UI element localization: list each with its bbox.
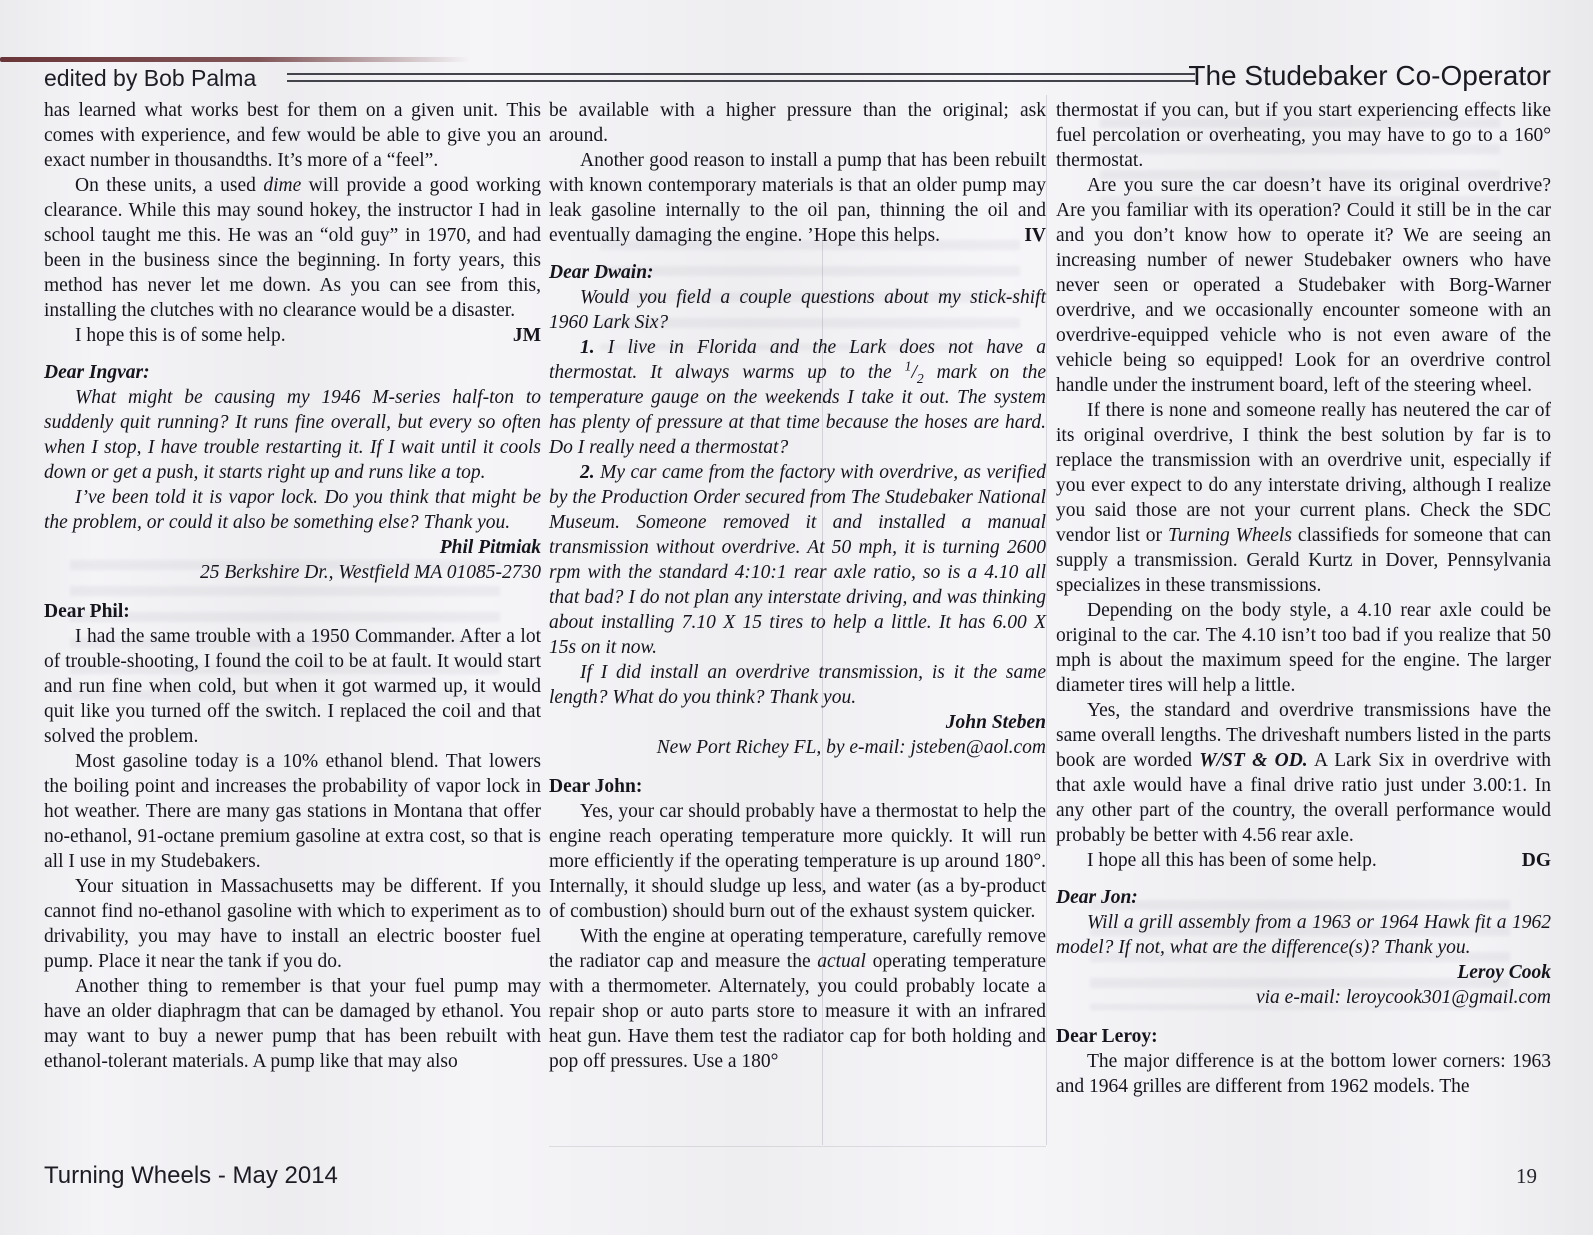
salutation-heading: Dear Dwain: <box>549 262 654 283</box>
body-paragraph: has learned what works best for them on a given unit. This comes with experience, and few would be able to give you an exact number in thousandths. It’s more of a “feel”. <box>44 100 541 171</box>
page-title: The Studebaker Co-Operator <box>1188 60 1551 91</box>
letter-paragraph: What might be causing my 1946 M-series half-ton to suddenly quit running? It runs fine overall, but every so often when I stop, I have trouble restarting it. If I wait until it cools down or get a push, it starts right up and runs like a top. <box>44 387 541 483</box>
signature-address: via e-mail: leroycook301@gmail.com <box>1255 987 1551 1008</box>
salutation-heading: Dear Leroy: <box>1056 1026 1158 1047</box>
body-paragraph: I had the same trouble with a 1950 Commander. After a lot of trouble-shooting, I found the coil to be at fault. It would start and run fine when cold, but when it got warmed up, it would quit like you turned off the switch. I replaced the coil and that solved the problem. <box>44 626 541 747</box>
bleed-through-line <box>549 1146 1046 1147</box>
letter-paragraph: I’ve been told it is vapor lock. Do you think that might be the problem, or could it also be something else? Thank you. <box>44 487 541 533</box>
body-paragraph: Are you sure the car doesn’t have its original overdrive? Are you familiar with its operation? Could it still be in the car and you don’t know how to operate it? We are seeing an increasing number of newer Studebaker owners who have never seen or operated a Studebaker with Borg-Warner overdrive, and we occasionally encounter someone with an overdrive-equipped vehicle who is not even aware of the vehicle being so equipped! Look for an overdrive control handle under the instrument board, left of the steering wheel. <box>1056 175 1551 396</box>
issue-label: Turning Wheels - May 2014 <box>44 1162 338 1189</box>
text-column-right <box>1056 98 1551 1099</box>
question-number: 1. <box>580 337 595 358</box>
header-double-rule <box>287 73 1195 82</box>
letter-paragraph: If I did install an overdrive transmission, is it the same length? What do you think? Thank you. <box>549 662 1046 708</box>
text-run: will provide a good working clearance. While this may sound hokey, the instructor I had in school taught me this. He was an “old guy” in 1970, and had been in the business since the beginning. In forty years, this method has never let me down. As you can see from this, installing the clutches with no clearance would be a disaster. <box>44 175 541 321</box>
body-paragraph <box>44 173 541 323</box>
text-run: My car came from the factory with overdrive, as verified by the Production Order secured from The Studebaker National Museum. Someone removed it and installed a manual transmission without overdrive. At 50 mph, it is turning 2600 rpm with the standard 4:10:1 rear axle ratio, so is a 4.10 all that bad? I do not plan any interstate driving, and was thinking about installing 7.10 X 15 tires to help a little. It has 6.00 X 15s on it now. <box>549 462 1046 658</box>
text-column-middle <box>549 98 1046 1074</box>
fraction-numerator: 1 <box>904 358 912 374</box>
text-run: If there is none and someone really has neutered the car of its original overdrive, I think the best solution by far is to replace the transmission with an overdrive unit, especially if you ever expect to do any interstate driving, although I realize you said those are not your current plans. Check the SDC vendor list or <box>1056 400 1551 546</box>
salutation-heading: Dear John: <box>549 776 643 797</box>
letter-paragraph <box>549 460 1046 660</box>
page-header <box>44 60 1551 96</box>
reply-initials: JM <box>512 325 541 346</box>
body-paragraph: The major difference is at the bottom lower corners: 1963 and 1964 grilles are different from 1962 models. The <box>1056 1051 1551 1097</box>
body-paragraph: be available with a higher pressure than the original; ask around. <box>549 100 1046 146</box>
page-number: 19 <box>1516 1164 1537 1188</box>
page-footer <box>44 1160 1537 1196</box>
signoff-line <box>44 323 541 348</box>
body-paragraph: Yes, your car should probably have a thermostat to help the engine reach operating temperature more quickly. It will run more efficiently if the operating temperature is up around 180°. Internally, it should sludge up less, and water (as a by-product of combustion) should burn out of the exhaust system quicker. <box>549 801 1046 922</box>
body-paragraph: Depending on the body style, a 4.10 rear axle could be original to the car. The 4.10 isn’t too bad if you realize that 50 mph is about the maximum speed for the engine. The larger diameter tires will help a little. <box>1056 600 1551 696</box>
reply-initials: DG <box>1521 850 1551 871</box>
text-run: I hope all this has been of some help. <box>1087 850 1377 871</box>
text-column-left <box>44 98 541 1074</box>
signoff-line <box>1056 848 1551 873</box>
fraction-denominator: 2 <box>916 370 924 386</box>
question-number: 2. <box>580 462 595 483</box>
reply-initials: IV <box>1024 225 1046 246</box>
signature-address: New Port Richey FL, by e-mail: jsteben@aol.com <box>656 737 1046 758</box>
text-run: Yes, the standard and overdrive transmissions have the same overall lengths. The driveshaft numbers listed in the parts book are worded <box>1056 700 1551 771</box>
italic-text: Turning Wheels <box>1167 525 1292 546</box>
letter-paragraph <box>549 335 1046 460</box>
text-run: On these units, a used <box>75 175 264 196</box>
body-paragraph: thermostat if you can, but if you start experiencing effects like fuel percolation or overheating, you may have to go to a 160° thermostat. <box>1056 100 1551 171</box>
text-run: mark on the temperature gauge on the weekends I take it out. The system has plenty of pressure at that time because the hoses are hard. Do I really need a thermostat? <box>549 362 1046 458</box>
italic-text: actual <box>817 951 866 972</box>
signature-name: John Steben <box>945 712 1046 733</box>
signature-name: Phil Pitmiak <box>439 537 541 558</box>
fraction-slash: / <box>911 362 917 383</box>
salutation-heading: Dear Jon: <box>1056 887 1138 908</box>
body-paragraph: Most gasoline today is a 10% ethanol blend. That lowers the boiling point and increases the probability of vapor lock in hot weather. There are many gas stations in Montana that offer no-ethanol, 91-octane premium gasoline at extra cost, so that is all I use in my Studebakers. <box>44 751 541 872</box>
body-paragraph <box>549 924 1046 1074</box>
salutation-heading: Dear Ingvar: <box>44 362 150 383</box>
body-paragraph <box>549 148 1046 248</box>
italic-text: dime <box>263 175 302 196</box>
text-run: operating temperature with a thermometer. Alternately, you could probably locate a repair shop or auto parts store to measure it with an infrared heat gun. Have them test the radiator cap for both holding and pop off pressures. Use a 180° <box>549 951 1046 1072</box>
text-run: A Lark Six in overdrive with that axle would have a final drive ratio just under 3.00:1. In any other part of the country, the overall performance would probably be better with 4.56 rear axle. <box>1056 750 1551 846</box>
body-paragraph: Your situation in Massachusetts may be different. If you cannot find no-ethanol gasoline with which to experiment as to drivability, you may have to install an electric booster fuel pump. Place it near the tank if you do. <box>44 876 541 972</box>
body-paragraph <box>1056 698 1551 848</box>
body-paragraph <box>1056 398 1551 598</box>
text-run: classifieds for someone that can supply a transmission. Gerald Kurtz in Dover, Pennsylvania specializes in these transmissions. <box>1056 525 1551 596</box>
signature-address: 25 Berkshire Dr., Westfield MA 01085-2730 <box>199 562 541 583</box>
text-run: Another good reason to install a pump that has been rebuilt with known contemporary materials is that an older pump may leak gasoline internally to the oil pan, thinning the oil and eventually damaging the engine. ’Hope this helps. <box>549 150 1046 246</box>
editor-credit: edited by Bob Palma <box>44 65 257 91</box>
bleed-through-line <box>1046 95 1047 1145</box>
text-run: I live in Florida and the Lark does not have a thermostat. It always warms up to the <box>549 337 1046 383</box>
signature-name: Leroy Cook <box>1457 962 1551 983</box>
bold-italic-text: W/ST & OD. <box>1199 750 1308 771</box>
letter-paragraph: Would you field a couple questions about my stick-shift 1960 Lark Six? <box>549 287 1046 333</box>
text-run: I hope this is of some help. <box>75 325 286 346</box>
letter-paragraph: Will a grill assembly from a 1963 or 1964 Hawk fit a 1962 model? If not, what are the difference(s)? Thank you. <box>1056 912 1551 958</box>
body-paragraph: Another thing to remember is that your fuel pump may have an older diaphragm that can be damaged by ethanol. You may want to buy a newer pump that has been rebuilt with ethanol-tolerant materials. A pump like that may also <box>44 976 541 1072</box>
salutation-heading: Dear Phil: <box>44 601 130 622</box>
text-run: With the engine at operating temperature, carefully remove the radiator cap and measure the <box>549 926 1046 972</box>
